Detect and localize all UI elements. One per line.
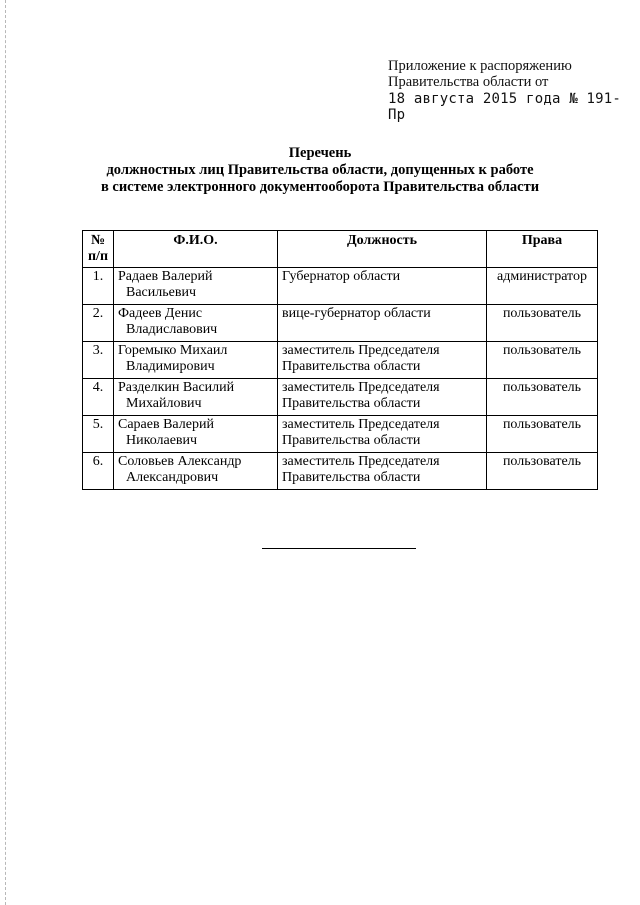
title-line-2: должностных лиц Правительства области, допущенных к работе: [106, 162, 534, 178]
table-row: [83, 453, 598, 490]
row-fio-line-1: Горемыко Михаил: [118, 343, 228, 358]
row-fio-line-1: Радаев Валерий: [118, 269, 213, 284]
row-position-line-1: заместитель Председателя: [282, 417, 440, 432]
row-fio-line-2: Николаевич: [126, 433, 198, 448]
row-rights: администратор: [487, 268, 598, 305]
row-fio-line-2: Александрович: [126, 470, 219, 485]
document-title: [70, 145, 570, 196]
row-fio: [114, 379, 278, 416]
row-fio-line-1: Сараев Валерий: [118, 417, 214, 432]
scan-edge-line: [5, 0, 6, 905]
header-num: [83, 231, 114, 268]
row-num: 3.: [83, 342, 114, 379]
row-fio: [114, 416, 278, 453]
table-row: [83, 416, 598, 453]
row-position: [278, 342, 487, 379]
table-row: [83, 379, 598, 416]
row-fio-line-2: Владимирович: [126, 359, 215, 374]
appendix-line-3: 18 августа 2015 года № 191-Пр: [388, 91, 621, 123]
row-fio: [114, 453, 278, 490]
row-position-line-1: заместитель Председателя: [282, 380, 440, 395]
title-line-1: Перечень: [288, 145, 352, 161]
row-position-line-2: Правительства области: [282, 396, 421, 411]
row-fio: [114, 342, 278, 379]
row-position-line-1: вице-губернатор области: [282, 306, 431, 321]
row-num: 1.: [83, 268, 114, 305]
header-num-line-1: №: [90, 233, 106, 248]
row-position-line-1: заместитель Председателя: [282, 343, 440, 358]
row-position-line-2: Правительства области: [282, 433, 421, 448]
row-fio-line-2: Михайлович: [126, 396, 202, 411]
row-position: [278, 379, 487, 416]
row-fio-line-1: Разделкин Василий: [118, 380, 235, 395]
row-rights: пользователь: [487, 453, 598, 490]
row-position: [278, 416, 487, 453]
appendix-line-1: Приложение к распоряжению: [388, 58, 572, 74]
row-position: [278, 268, 487, 305]
table-row: [83, 268, 598, 305]
officials-table: [82, 230, 598, 490]
row-num: 2.: [83, 305, 114, 342]
header-num-line-2: п/п: [87, 249, 109, 264]
signature-line: [262, 548, 416, 549]
row-position: [278, 305, 487, 342]
row-num: 4.: [83, 379, 114, 416]
row-position-line-2: Правительства области: [282, 359, 421, 374]
row-fio: [114, 268, 278, 305]
header-rights: Права: [487, 231, 598, 268]
row-rights: пользователь: [487, 379, 598, 416]
row-position-line-2: Правительства области: [282, 470, 421, 485]
table-row: [83, 342, 598, 379]
row-rights: пользователь: [487, 342, 598, 379]
row-fio: [114, 305, 278, 342]
row-fio-line-2: Владиславович: [126, 322, 218, 337]
row-num: 6.: [83, 453, 114, 490]
row-position-line-1: Губернатор области: [282, 269, 401, 284]
title-line-3: в системе электронного документооборота Правительства области: [100, 179, 540, 195]
row-rights: пользователь: [487, 305, 598, 342]
row-position: [278, 453, 487, 490]
table-row: [83, 305, 598, 342]
row-rights: пользователь: [487, 416, 598, 453]
table-header-row: [83, 231, 598, 268]
row-position-line-1: заместитель Председателя: [282, 454, 440, 469]
row-fio-line-2: Васильевич: [126, 285, 196, 300]
appendix-header: [388, 58, 638, 123]
appendix-line-2: Правительства области от: [388, 74, 549, 90]
row-num: 5.: [83, 416, 114, 453]
header-position: Должность: [278, 231, 487, 268]
header-fio: Ф.И.О.: [114, 231, 278, 268]
row-fio-line-1: Соловьев Александр: [118, 454, 242, 469]
row-fio-line-1: Фадеев Денис: [118, 306, 203, 321]
